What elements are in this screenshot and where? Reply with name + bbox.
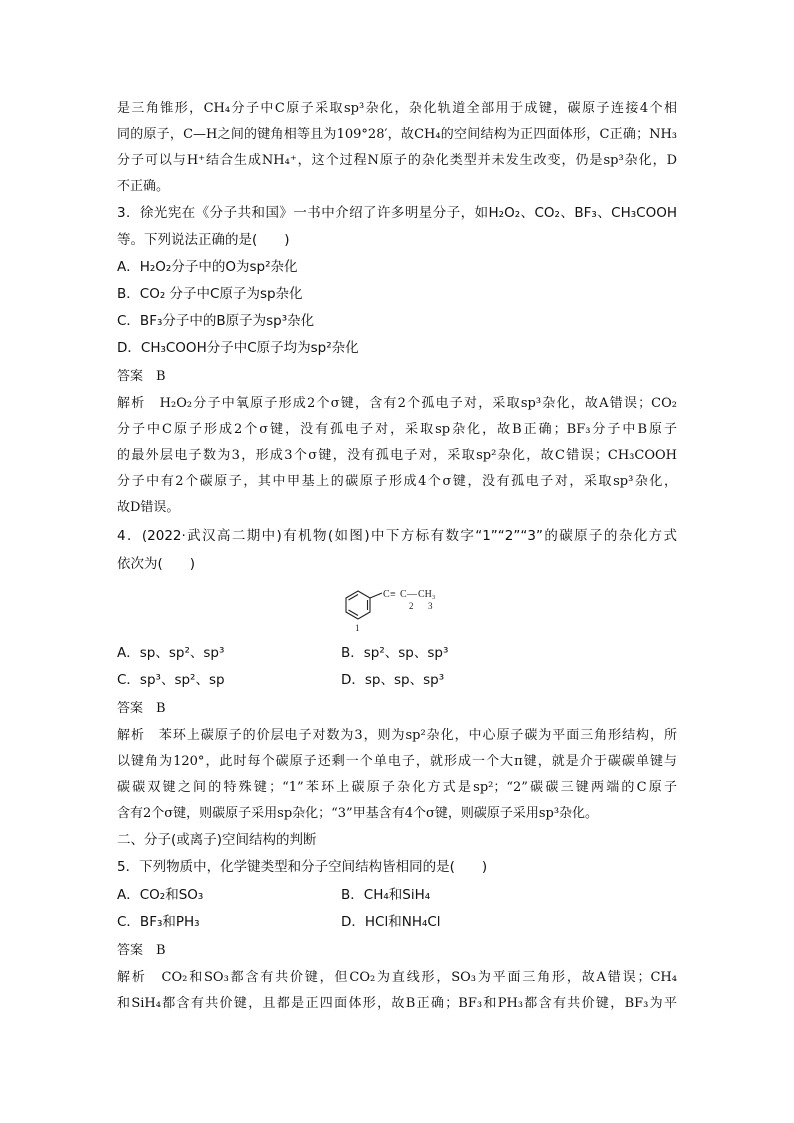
analysis-text: 苯环上碳原子的价层电子对数为3，则为sp²杂化，中心原子碳为平面三角形结构，所	[158, 728, 677, 743]
q5-option-b: B．CH₄和SiH₄	[341, 887, 431, 903]
explanation-line: 分子可以与H⁺结合生成NH₄⁺，这个过程N原子的杂化类型并未发生改变，仍是sp³杂化，D	[117, 153, 677, 168]
q3-option-c: C．BF₃分子中的B原子为sp³杂化	[117, 313, 315, 329]
q5-option-d: D．HCl和NH₄Cl	[341, 914, 441, 930]
q3-option-d: D．CH₃COOH分子中C原子均为sp²杂化	[117, 340, 359, 356]
question-3-stem: 等。下列说法正确的是( )	[117, 232, 290, 248]
question-4-stem: 4．(2022·武汉高二期中)有机物(如图)中下方标有数字“1”“2”“3”的碳原子的杂化方式	[117, 528, 677, 544]
q5-option-a: A．CO₂和SO₃	[117, 887, 204, 903]
answer-value: B	[156, 943, 166, 958]
analysis-label: 解析	[117, 970, 147, 985]
q3-analysis-line: 分子中有2个碳原子，其中甲基上的碳原子形成4个σ键，没有孤电子对，采取sp³杂化，	[117, 474, 677, 489]
answer-value: B	[156, 701, 166, 716]
atom-number-2: 2	[409, 601, 414, 611]
analysis-text: H₂O₂分子中氧原子形成2个σ键，含有2个孤电子对，采取sp³杂化，故A错误；CO₂	[159, 396, 677, 411]
q3-answer	[117, 368, 677, 385]
explanation-line: 同的原子，C—H之间的键角相等且为109°28′，故CH₄的空间结构为正四面体形，C正确；NH₃	[117, 127, 677, 142]
atom-number-3: 3	[428, 601, 433, 611]
question-4-stem: 依次为( )	[117, 556, 196, 572]
triple-bond-symbol: ≡	[390, 589, 396, 600]
q5-option-c: C．BF₃和PH₃	[117, 914, 200, 930]
q4-analysis-line: 碳碳双键之间的特殊键；“1”苯环上碳原子杂化方式是sp²；“2”碳碳三键两端的C原子	[117, 780, 677, 795]
answer-label: 答案	[117, 943, 144, 958]
q3-option-b: B．CO₂ 分子中C原子为sp杂化	[117, 286, 303, 302]
q4-option-c: C．sp³、sp²、sp	[117, 672, 225, 688]
answer-value: B	[156, 369, 166, 384]
q3-analysis	[117, 395, 677, 412]
q4-option-d: D．sp、sp、sp³	[341, 672, 445, 688]
atom-number-1: 1	[355, 623, 360, 633]
structure-figure	[336, 582, 466, 638]
q5-analysis	[117, 969, 677, 986]
q4-analysis-line: 含有2个σ键，则碳原子采用sp杂化；“3”甲基含有4个σ键，则碳原子采用sp³杂化。	[117, 806, 599, 821]
analysis-label: 解析	[117, 396, 146, 411]
section-heading: 二、分子(或离子)空间结构的判断	[117, 832, 317, 848]
explanation-line: 是三角锥形，CH₄分子中C原子采取sp³杂化，杂化轨道全部用于成键，碳原子连接4个相	[117, 101, 677, 116]
answer-label: 答案	[117, 701, 144, 716]
answer-label: 答案	[117, 369, 144, 384]
explanation-line: 不正确。	[117, 179, 170, 194]
q3-option-a: A．H₂O₂分子中的O为sp²杂化	[117, 259, 298, 275]
analysis-label: 解析	[117, 728, 145, 743]
q5-analysis-line: 和SiH₄都含有共价键，且都是正四面体形，故B正确；BF₃和PH₃都含有共价键，BF₃为平	[117, 996, 677, 1011]
q4-analysis	[117, 727, 677, 744]
benzene-ring-icon	[346, 591, 382, 619]
analysis-text: CO₂和SO₃都含有共价键，但CO₂为直线形，SO₃为平面三角形，故A错误；CH₄	[161, 970, 677, 985]
carbon-atom-label: C	[400, 589, 407, 600]
q5-answer	[117, 942, 677, 959]
methyl-group-label: CH₃	[418, 589, 436, 600]
q4-answer	[117, 700, 677, 717]
single-bond-symbol: —	[407, 589, 417, 600]
question-3-stem: 3．徐光宪在《分子共和国》一书中介绍了许多明星分子，如H₂O₂、CO₂、BF₃、CH₃COOH	[117, 205, 677, 221]
q3-analysis-line: 故D错误。	[117, 500, 180, 515]
carbon-atom-label: C	[383, 589, 390, 600]
q3-analysis-line: 分子中C原子形成2个σ键，没有孤电子对，采取sp杂化，故B正确；BF₃分子中B原子	[117, 422, 677, 437]
q3-analysis-line: 的最外层电子数为3，形成3个σ键，没有孤电子对，采取sp²杂化，故C错误；CH₃COOH	[117, 448, 677, 463]
q4-option-b: B．sp²、sp、sp³	[341, 645, 449, 661]
question-5-stem: 5．下列物质中，化学键类型和分子空间结构皆相同的是( )	[117, 859, 488, 875]
q4-analysis-line: 以键角为120°，此时每个碳原子还剩一个单电子，就形成一个大π键，就是介于碳碳单键与	[117, 754, 677, 769]
q4-option-a: A．sp、sp²、sp³	[117, 645, 225, 661]
